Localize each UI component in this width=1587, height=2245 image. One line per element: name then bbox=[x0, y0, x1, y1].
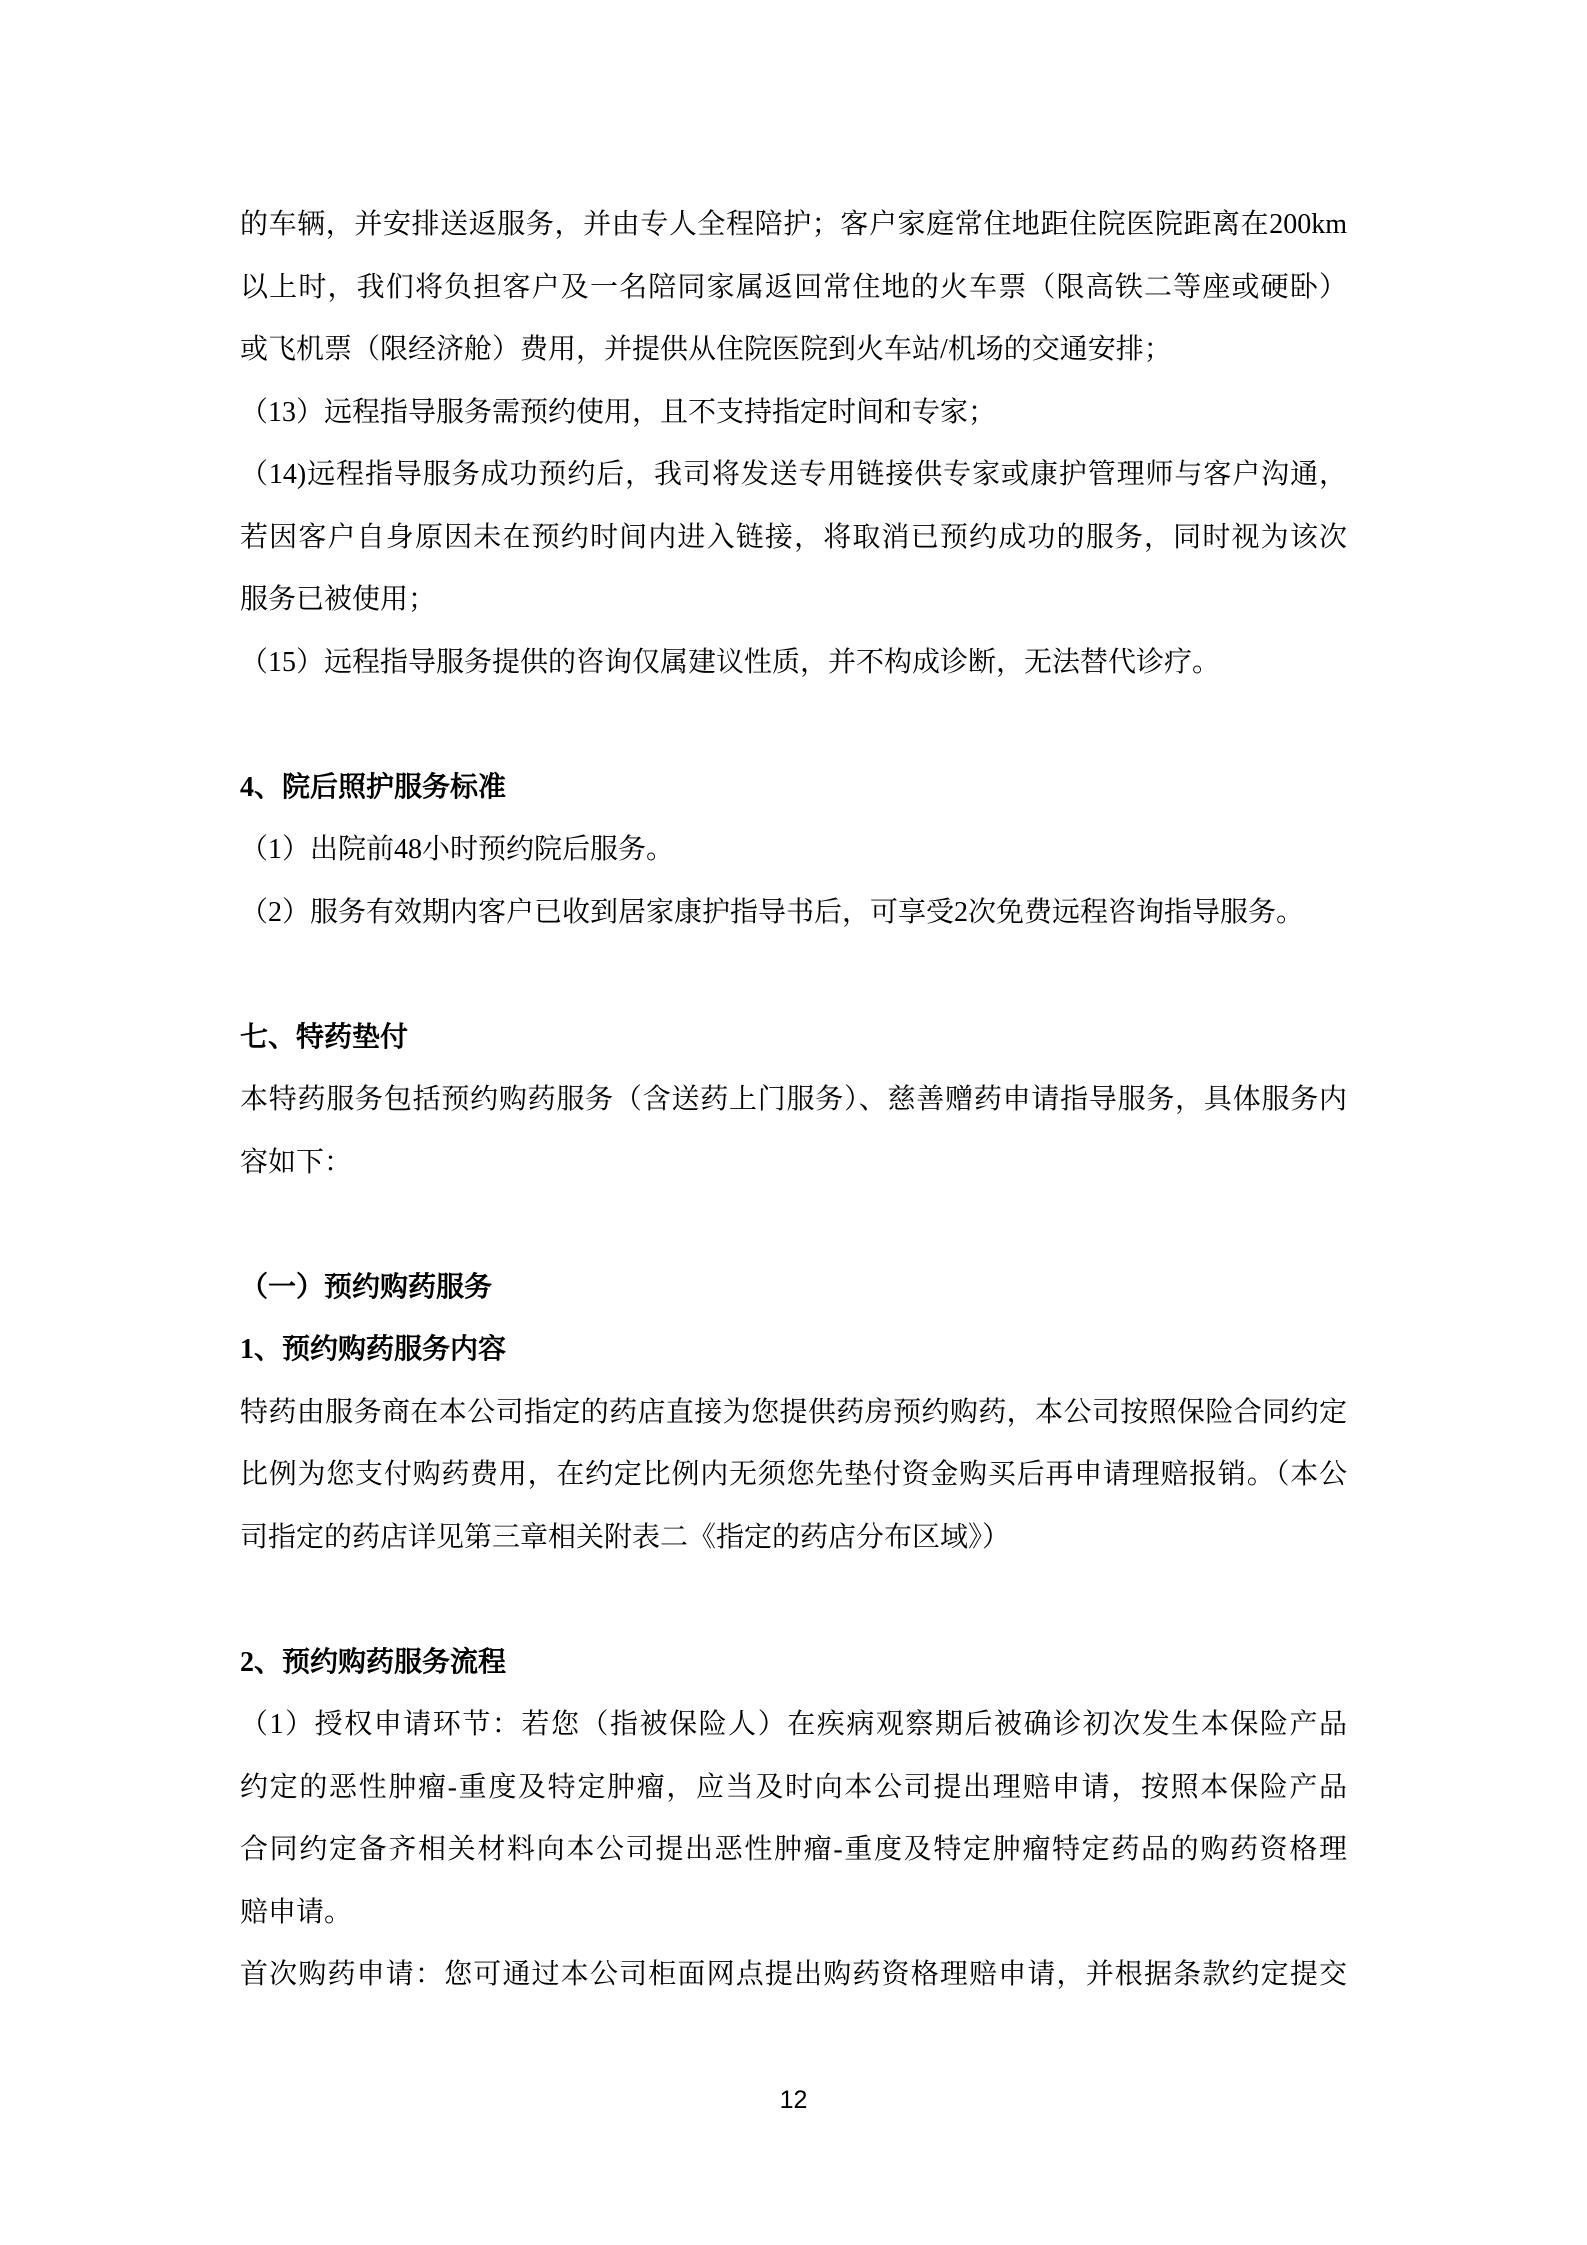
text-line: 的车辆，并安排送返服务，并由专人全程陪护；客户家庭常住地距住院医院距离在200km bbox=[240, 209, 1347, 240]
blank-line bbox=[240, 944, 1347, 1007]
text-line: 约定的恶性肿瘤-重度及特定肿瘤，应当及时向本公司提出理赔申请，按照本保险产品 bbox=[240, 1771, 1347, 1803]
document-body bbox=[240, 194, 1347, 2007]
text-line: 首次购药申请：您可通过本公司柜面网点提出购药资格理赔申请，并根据条款约定提交 bbox=[240, 1959, 1347, 1990]
section-heading: 4、院后照护服务标准 bbox=[240, 771, 507, 803]
text-line: （1）出院前48小时预约院后服务。 bbox=[240, 834, 675, 865]
blank-line bbox=[240, 1194, 1347, 1257]
text-line: 本特药服务包括预约购药服务（含送药上门服务）、慈善赠药申请指导服务，具体服务内 bbox=[240, 1084, 1347, 1115]
section-heading: 1、预约购药服务内容 bbox=[240, 1334, 507, 1365]
text-line: （2）服务有效期内客户已收到居家康护指导书后，可享受2次免费远程咨询指导服务。 bbox=[240, 896, 1305, 928]
text-line: 司指定的药店详见第三章相关附表二《指定的药店分布区域》） bbox=[240, 1521, 1011, 1553]
text-line: 服务已被使用； bbox=[240, 584, 437, 615]
section-heading: 2、预约购药服务流程 bbox=[240, 1646, 507, 1678]
text-line: 容如下： bbox=[240, 1146, 353, 1178]
text-line: 若因客户自身原因未在预约时间内进入链接，将取消已预约成功的服务，同时视为该次 bbox=[240, 521, 1347, 553]
text-line: 赔申请。 bbox=[240, 1896, 353, 1928]
text-line: 以上时，我们将负担客户及一名陪同家属返回常住地的火车票（限高铁二等座或硬卧） bbox=[240, 271, 1347, 303]
page-number: 12 bbox=[779, 2086, 808, 2114]
text-line: 比例为您支付购药费用，在约定比例内无须您先垫付资金购买后再申请理赔报销。（本公 bbox=[240, 1459, 1347, 1490]
text-line: 特药由服务商在本公司指定的药店直接为您提供药房预约购药，本公司按照保险合同约定 bbox=[240, 1396, 1347, 1428]
text-line: （1）授权申请环节：若您（指被保险人）在疾病观察期后被确诊初次发生本保险产品 bbox=[240, 1709, 1347, 1740]
text-line: （14)远程指导服务成功预约后，我司将发送专用链接供专家或康护管理师与客户沟通， bbox=[240, 459, 1347, 490]
text-line: （13）远程指导服务需预约使用，且不支持指定时间和专家； bbox=[240, 396, 997, 428]
blank-line bbox=[240, 1569, 1347, 1632]
section-heading: （一）预约购药服务 bbox=[240, 1271, 493, 1303]
blank-line bbox=[240, 694, 1347, 757]
section-heading: 七、特药垫付 bbox=[240, 1021, 409, 1053]
text-line: 或飞机票（限经济舱）费用，并提供从住院医院到火车站/机场的交通安排； bbox=[240, 334, 1172, 365]
text-line: （15）远程指导服务提供的咨询仅属建议性质，并不构成诊断，无法替代诊疗。 bbox=[240, 646, 1221, 678]
text-line: 合同约定备齐相关材料向本公司提出恶性肿瘤-重度及特定肿瘤特定药品的购药资格理 bbox=[240, 1834, 1347, 1865]
